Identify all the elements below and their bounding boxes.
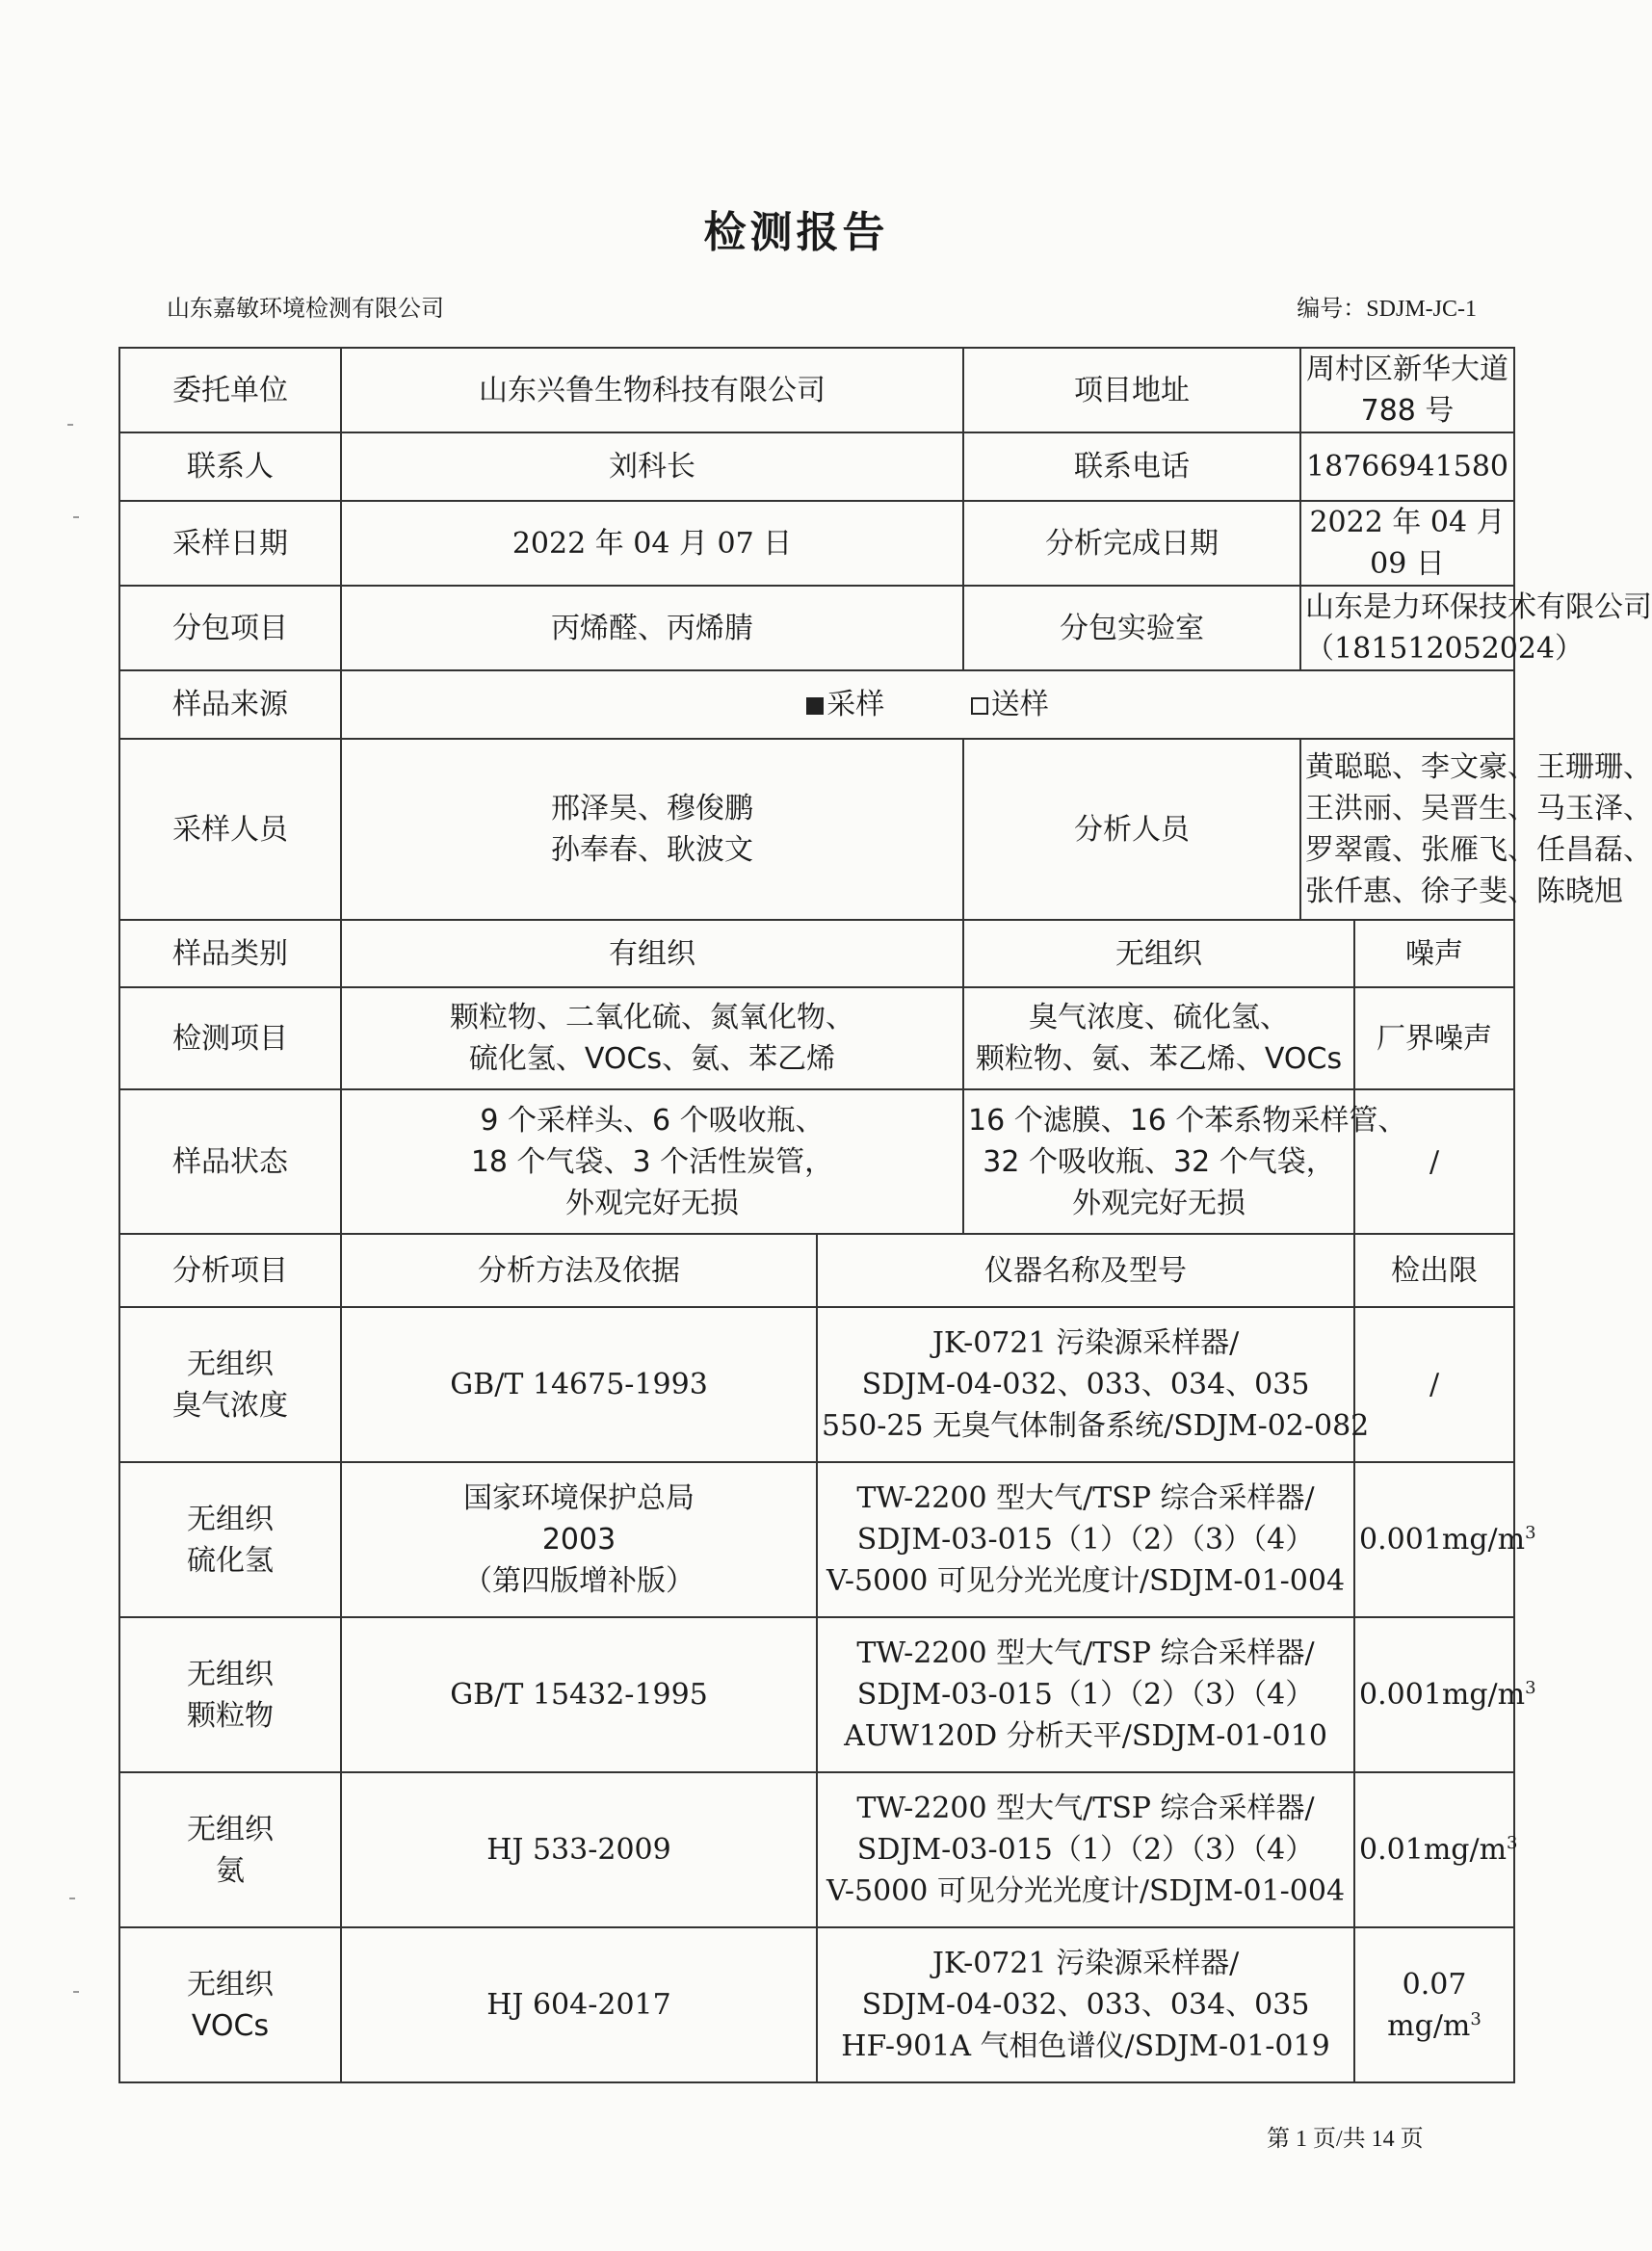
sublab-name: 山东是力环保技术有限公司 <box>1305 590 1652 624</box>
method-limit <box>1354 1772 1518 1927</box>
samplers-line: 孙奉春、耿波文 <box>551 833 753 867</box>
methods-header-item: 分析项目 <box>119 1234 341 1307</box>
method-standard <box>341 1772 817 1927</box>
methods-header-instrument: 仪器名称及型号 <box>817 1234 1354 1307</box>
organized-items-line: 硫化氢、VOCs、氨、苯乙烯 <box>468 1042 836 1076</box>
method-item <box>119 1927 341 2082</box>
method-limit-sup: 3 <box>1507 1833 1518 1853</box>
method-standard <box>341 1462 817 1617</box>
organized-status-line: 9 个采样头、6 个吸收瓶、 <box>480 1103 825 1138</box>
phone-label: 联系电话 <box>963 432 1300 501</box>
method-instrument-line: SDJM-03-015（1）（2）（3）（4） <box>856 1523 1315 1557</box>
methods-header-limit: 检出限 <box>1354 1234 1514 1307</box>
unorganized-status-line: 16 个滤膜、16 个苯系物采样管、 <box>968 1103 1407 1138</box>
method-limit <box>1354 1307 1514 1462</box>
checkbox-checked-icon <box>806 697 824 715</box>
method-instrument-line: JK-0721 污染源采样器/ <box>931 1326 1240 1360</box>
checkbox-empty-icon <box>971 697 988 715</box>
method-standard-line: GB/T 15432-1995 <box>450 1678 708 1712</box>
report-number <box>1297 289 1477 323</box>
report-number-label: 编号： <box>1297 295 1367 322</box>
method-instrument <box>817 1927 1354 2082</box>
sampling-date-label: 采样日期 <box>119 501 341 586</box>
samplers-label: 采样人员 <box>119 739 341 920</box>
scan-mark <box>73 1991 79 1993</box>
report-table <box>118 347 1652 2083</box>
method-limit-unit: mg/m <box>1387 2008 1471 2043</box>
unorganized-items-line: 臭气浓度、硫化氢、 <box>1029 1001 1290 1034</box>
contact-value: 刘科长 <box>341 432 963 501</box>
samplers-line: 邢泽昊、穆俊鹏 <box>551 792 753 825</box>
row-categories <box>119 920 1514 987</box>
source-options <box>341 670 1514 739</box>
organized-items-line: 颗粒物、二氧化硫、氮氧化物、 <box>450 1001 854 1034</box>
method-instrument-line: JK-0721 污染源采样器/ <box>931 1947 1240 1980</box>
sampling-date-value: 2022 年 04 月 07 日 <box>341 501 963 586</box>
noise-items: 厂界噪声 <box>1354 987 1514 1089</box>
method-instrument <box>817 1772 1354 1927</box>
method-limit-sup: 3 <box>1525 1523 1536 1543</box>
method-limit <box>1354 1462 1536 1617</box>
method-row <box>119 1307 1514 1462</box>
method-item-line: 无组织 <box>187 1502 274 1536</box>
address-label: 项目地址 <box>963 348 1300 432</box>
method-instrument-line: TW-2200 型大气/TSP 综合采样器/ <box>856 1792 1315 1825</box>
method-item-line: 硫化氢 <box>187 1543 274 1578</box>
samplers-value <box>341 739 963 920</box>
unorganized-status-line: 外观完好无损 <box>1072 1186 1246 1220</box>
organized-items <box>341 987 963 1089</box>
organized-status-line: 18 个气袋、3 个活性炭管， <box>470 1144 834 1179</box>
client-label: 委托单位 <box>119 348 341 432</box>
source-option-sampling-label: 采样 <box>826 688 885 721</box>
noise-status: / <box>1354 1089 1514 1234</box>
client-value: 山东兴鲁生物科技有限公司 <box>341 348 963 432</box>
method-standard <box>341 1617 817 1772</box>
organized-status-line: 外观完好无损 <box>565 1186 739 1220</box>
method-row <box>119 1772 1514 1927</box>
method-item-line: 臭气浓度 <box>172 1388 288 1423</box>
methods-header-method: 分析方法及依据 <box>341 1234 817 1307</box>
scan-mark <box>67 424 73 426</box>
analysis-date-label: 分析完成日期 <box>963 501 1300 586</box>
source-option-delivered-label: 送样 <box>990 688 1049 721</box>
unorganized-status-line: 32 个吸收瓶、32 个气袋， <box>983 1144 1335 1179</box>
method-instrument-line: SDJM-04-032、033、034、035 <box>861 1368 1310 1401</box>
analysts-line: 黄聪聪、李文豪、王珊珊、 <box>1305 750 1652 784</box>
report-title: 检测报告 <box>703 208 889 257</box>
sublab-label: 分包实验室 <box>963 586 1300 670</box>
method-item-line: 颗粒物 <box>187 1698 274 1733</box>
method-limit-unit-line <box>1359 2005 1509 2047</box>
method-instrument-line: SDJM-03-015（1）（2）（3）（4） <box>856 1833 1315 1867</box>
organized-status <box>341 1089 963 1234</box>
method-item-line: VOCs <box>191 2008 270 2043</box>
contact-label: 联系人 <box>119 432 341 501</box>
method-limit <box>1354 1617 1536 1772</box>
method-instrument-line: SDJM-04-032、033、034、035 <box>861 1988 1310 2022</box>
method-item-line: 无组织 <box>187 1347 274 1381</box>
method-instrument-line: TW-2200 型大气/TSP 综合采样器/ <box>856 1481 1315 1515</box>
scan-mark <box>69 1898 75 1899</box>
method-instrument <box>817 1617 1354 1772</box>
method-item <box>119 1772 341 1927</box>
row-contact <box>119 432 1514 501</box>
report-number-value: SDJM-JC-1 <box>1366 297 1477 322</box>
analysts-line: 张仟惠、徐子斐、陈晓旭 <box>1305 875 1624 908</box>
unorganized-items-line: 颗粒物、氨、苯乙烯、VOCs <box>975 1042 1343 1076</box>
method-limit-value: / <box>1429 1368 1440 1401</box>
method-item <box>119 1617 341 1772</box>
method-row <box>119 1462 1514 1617</box>
method-standard-line: HJ 604-2017 <box>486 1988 671 2022</box>
row-subcontract <box>119 586 1514 670</box>
analysts-value <box>1300 739 1652 920</box>
method-standard-line: HJ 533-2009 <box>486 1833 671 1867</box>
category-label: 样品类别 <box>119 920 341 987</box>
method-limit-value: 0.01mg/m <box>1359 1833 1508 1867</box>
analysts-line: 罗翠霞、张雁飞、任昌磊、 <box>1305 833 1652 867</box>
category-organized: 有组织 <box>341 920 963 987</box>
method-standard <box>341 1307 817 1462</box>
methods-header-row <box>119 1234 1514 1307</box>
sublab-value <box>1300 586 1652 670</box>
sample-status-label: 样品状态 <box>119 1089 341 1234</box>
address-value: 周村区新华大道 788 号 <box>1300 348 1514 432</box>
row-client <box>119 348 1514 432</box>
method-limit-value: 0.001mg/m <box>1359 1678 1526 1712</box>
source-option-sampling[interactable] <box>806 688 884 721</box>
method-instrument <box>817 1307 1370 1462</box>
source-option-delivered[interactable] <box>971 688 1049 721</box>
subcontract-value: 丙烯醛、丙烯腈 <box>341 586 963 670</box>
analysts-line: 王洪丽、吴晋生、马玉泽、 <box>1305 792 1652 825</box>
source-label: 样品来源 <box>119 670 341 739</box>
row-sample-status <box>119 1089 1514 1234</box>
phone-value: 18766941580 <box>1300 432 1514 501</box>
method-item-line: 无组织 <box>187 1967 274 2002</box>
analysis-date-value: 2022 年 04 月 09 日 <box>1300 501 1514 586</box>
analysts-label: 分析人员 <box>963 739 1300 920</box>
method-limit-value: 0.001mg/m <box>1359 1523 1526 1557</box>
method-instrument-line: 550-25 无臭气体制备系统/SDJM-02-082 <box>822 1409 1370 1443</box>
row-test-items <box>119 987 1514 1089</box>
category-unorganized: 无组织 <box>963 920 1354 987</box>
subcontract-label: 分包项目 <box>119 586 341 670</box>
method-item <box>119 1462 341 1617</box>
method-instrument <box>817 1462 1354 1617</box>
scan-mark <box>73 516 79 518</box>
method-instrument-line: V-5000 可见分光光度计/SDJM-01-004 <box>826 1564 1346 1598</box>
unorganized-items <box>963 987 1354 1089</box>
method-limit <box>1354 1927 1514 2082</box>
method-standard <box>341 1927 817 2082</box>
row-source <box>119 670 1514 739</box>
method-item-line: 无组织 <box>187 1812 274 1846</box>
method-limit-sup: 3 <box>1525 1678 1536 1698</box>
method-limit-sup: 3 <box>1470 2008 1482 2029</box>
company-name: 山东嘉敏环境检测有限公司 <box>167 295 444 322</box>
category-noise: 噪声 <box>1354 920 1514 987</box>
method-row <box>119 1927 1514 2082</box>
row-personnel <box>119 739 1514 920</box>
sublab-code: （181512052024） <box>1305 632 1585 666</box>
method-instrument-line: TW-2200 型大气/TSP 综合采样器/ <box>856 1636 1315 1670</box>
method-instrument-line: AUW120D 分析天平/SDJM-01-010 <box>844 1719 1327 1753</box>
method-instrument-line: V-5000 可见分光光度计/SDJM-01-004 <box>826 1874 1346 1908</box>
method-row <box>119 1617 1514 1772</box>
method-item-line: 无组织 <box>187 1657 274 1691</box>
method-limit-value: 0.07 <box>1402 1967 1467 2002</box>
method-item-line: 氨 <box>216 1853 245 1888</box>
method-standard-line: 国家环境保护总局 <box>463 1481 695 1515</box>
method-item <box>119 1307 341 1462</box>
method-instrument-line: SDJM-03-015（1）（2）（3）（4） <box>856 1678 1315 1712</box>
page-number: 第 1 页/共 14 页 <box>1267 2127 1424 2152</box>
method-standard-line: GB/T 14675-1993 <box>450 1368 708 1401</box>
row-dates <box>119 501 1514 586</box>
method-standard-line: （第四版增补版） <box>463 1564 695 1598</box>
method-instrument-line: HF-901A 气相色谱仪/SDJM-01-019 <box>841 2029 1330 2063</box>
test-items-label: 检测项目 <box>119 987 341 1089</box>
unorganized-status <box>963 1089 1407 1234</box>
method-standard-line: 2003 <box>541 1523 616 1557</box>
